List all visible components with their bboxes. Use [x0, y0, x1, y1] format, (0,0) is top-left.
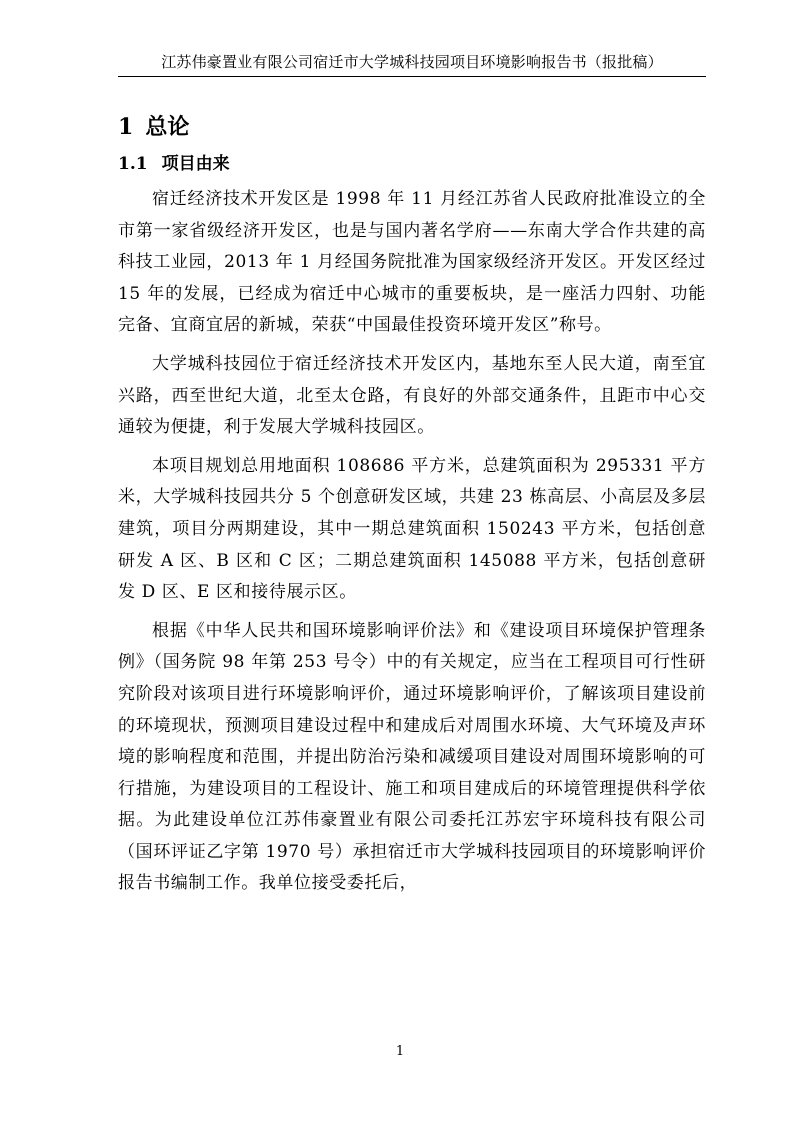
paragraph-legal-basis: 根据《中华人民共和国环境影响评价法》和《建设项目环境保护管理条例》（国务院 98 年第 253 号令）中的有关规定，应当在工程项目可行性研究阶段对该项目进行环境影响评价，通过环境影响评价，了解该项目建设前的环境现状，预测项目建设过程中和建成后对周围水环境、大气环境及声环境的影响程度和范围，并提出防治污染和减缓项目建设对周围环境影响的可行措施，为建设项目的工程设计、施工和项目建成后的环境管理提供科学依据。为此建设单位江苏伟豪置业有限公司委托江苏宏宇环境科技有限公司（国环评证乙字第 1970 号）承担宿迁市大学城科技园项目的环境影响评价报告书编制工作。我单位接受委托后， [118, 620, 706, 894]
section-title: 项目由来 [161, 154, 230, 174]
paragraph-background: 宿迁经济技术开发区是 1998 年 11 月经江苏省人民政府批准设立的全市第一家省级经济开发区，也是与国内著名学府——东南大学合作共建的高科技工业园，2013 年 1 月经国务院批准为国家级经济开发区。开发区经过 15 年的发展，已经成为宿迁中心城市的重要板块，是一座活力四射、功能完备、宜商宜居的新城，荣获“中国最佳投资环境开发区”称号。 [118, 189, 706, 336]
paragraph-location: 大学城科技园位于宿迁经济技术开发区内，基地东至人民大道，南至宜兴路，西至世纪大道，北至太仓路，有良好的外部交通条件，且距市中心交通较为便捷，利于发展大学城科技园区。 [118, 353, 706, 438]
body-text [118, 184, 706, 907]
page-header: 江苏伟豪置业有限公司宿迁市大学城科技园项目环境影响报告书（报批稿） [161, 53, 663, 71]
paragraph-scale: 本项目规划总用地面积 108686 平方米，总建筑面积为 295331 平方米，大学城科技园共分 5 个创意研发区域，共建 23 栋高层、小高层及多层建筑，项目分两期建设，其中一期总建筑面积 150243 平方米，包括创意研发 A 区、B 区和 C 区；二期总建筑面积 145088 平方米，包括创意研发 D 区、E 区和接待展示区。 [118, 455, 706, 603]
section-number: 1.1 [118, 154, 148, 174]
chapter-title: 总论 [145, 114, 190, 140]
section-heading [118, 152, 230, 176]
header-divider [118, 76, 706, 77]
chapter-heading [118, 112, 189, 142]
page-number: 1 [395, 1044, 405, 1059]
chapter-number: 1 [118, 114, 134, 140]
